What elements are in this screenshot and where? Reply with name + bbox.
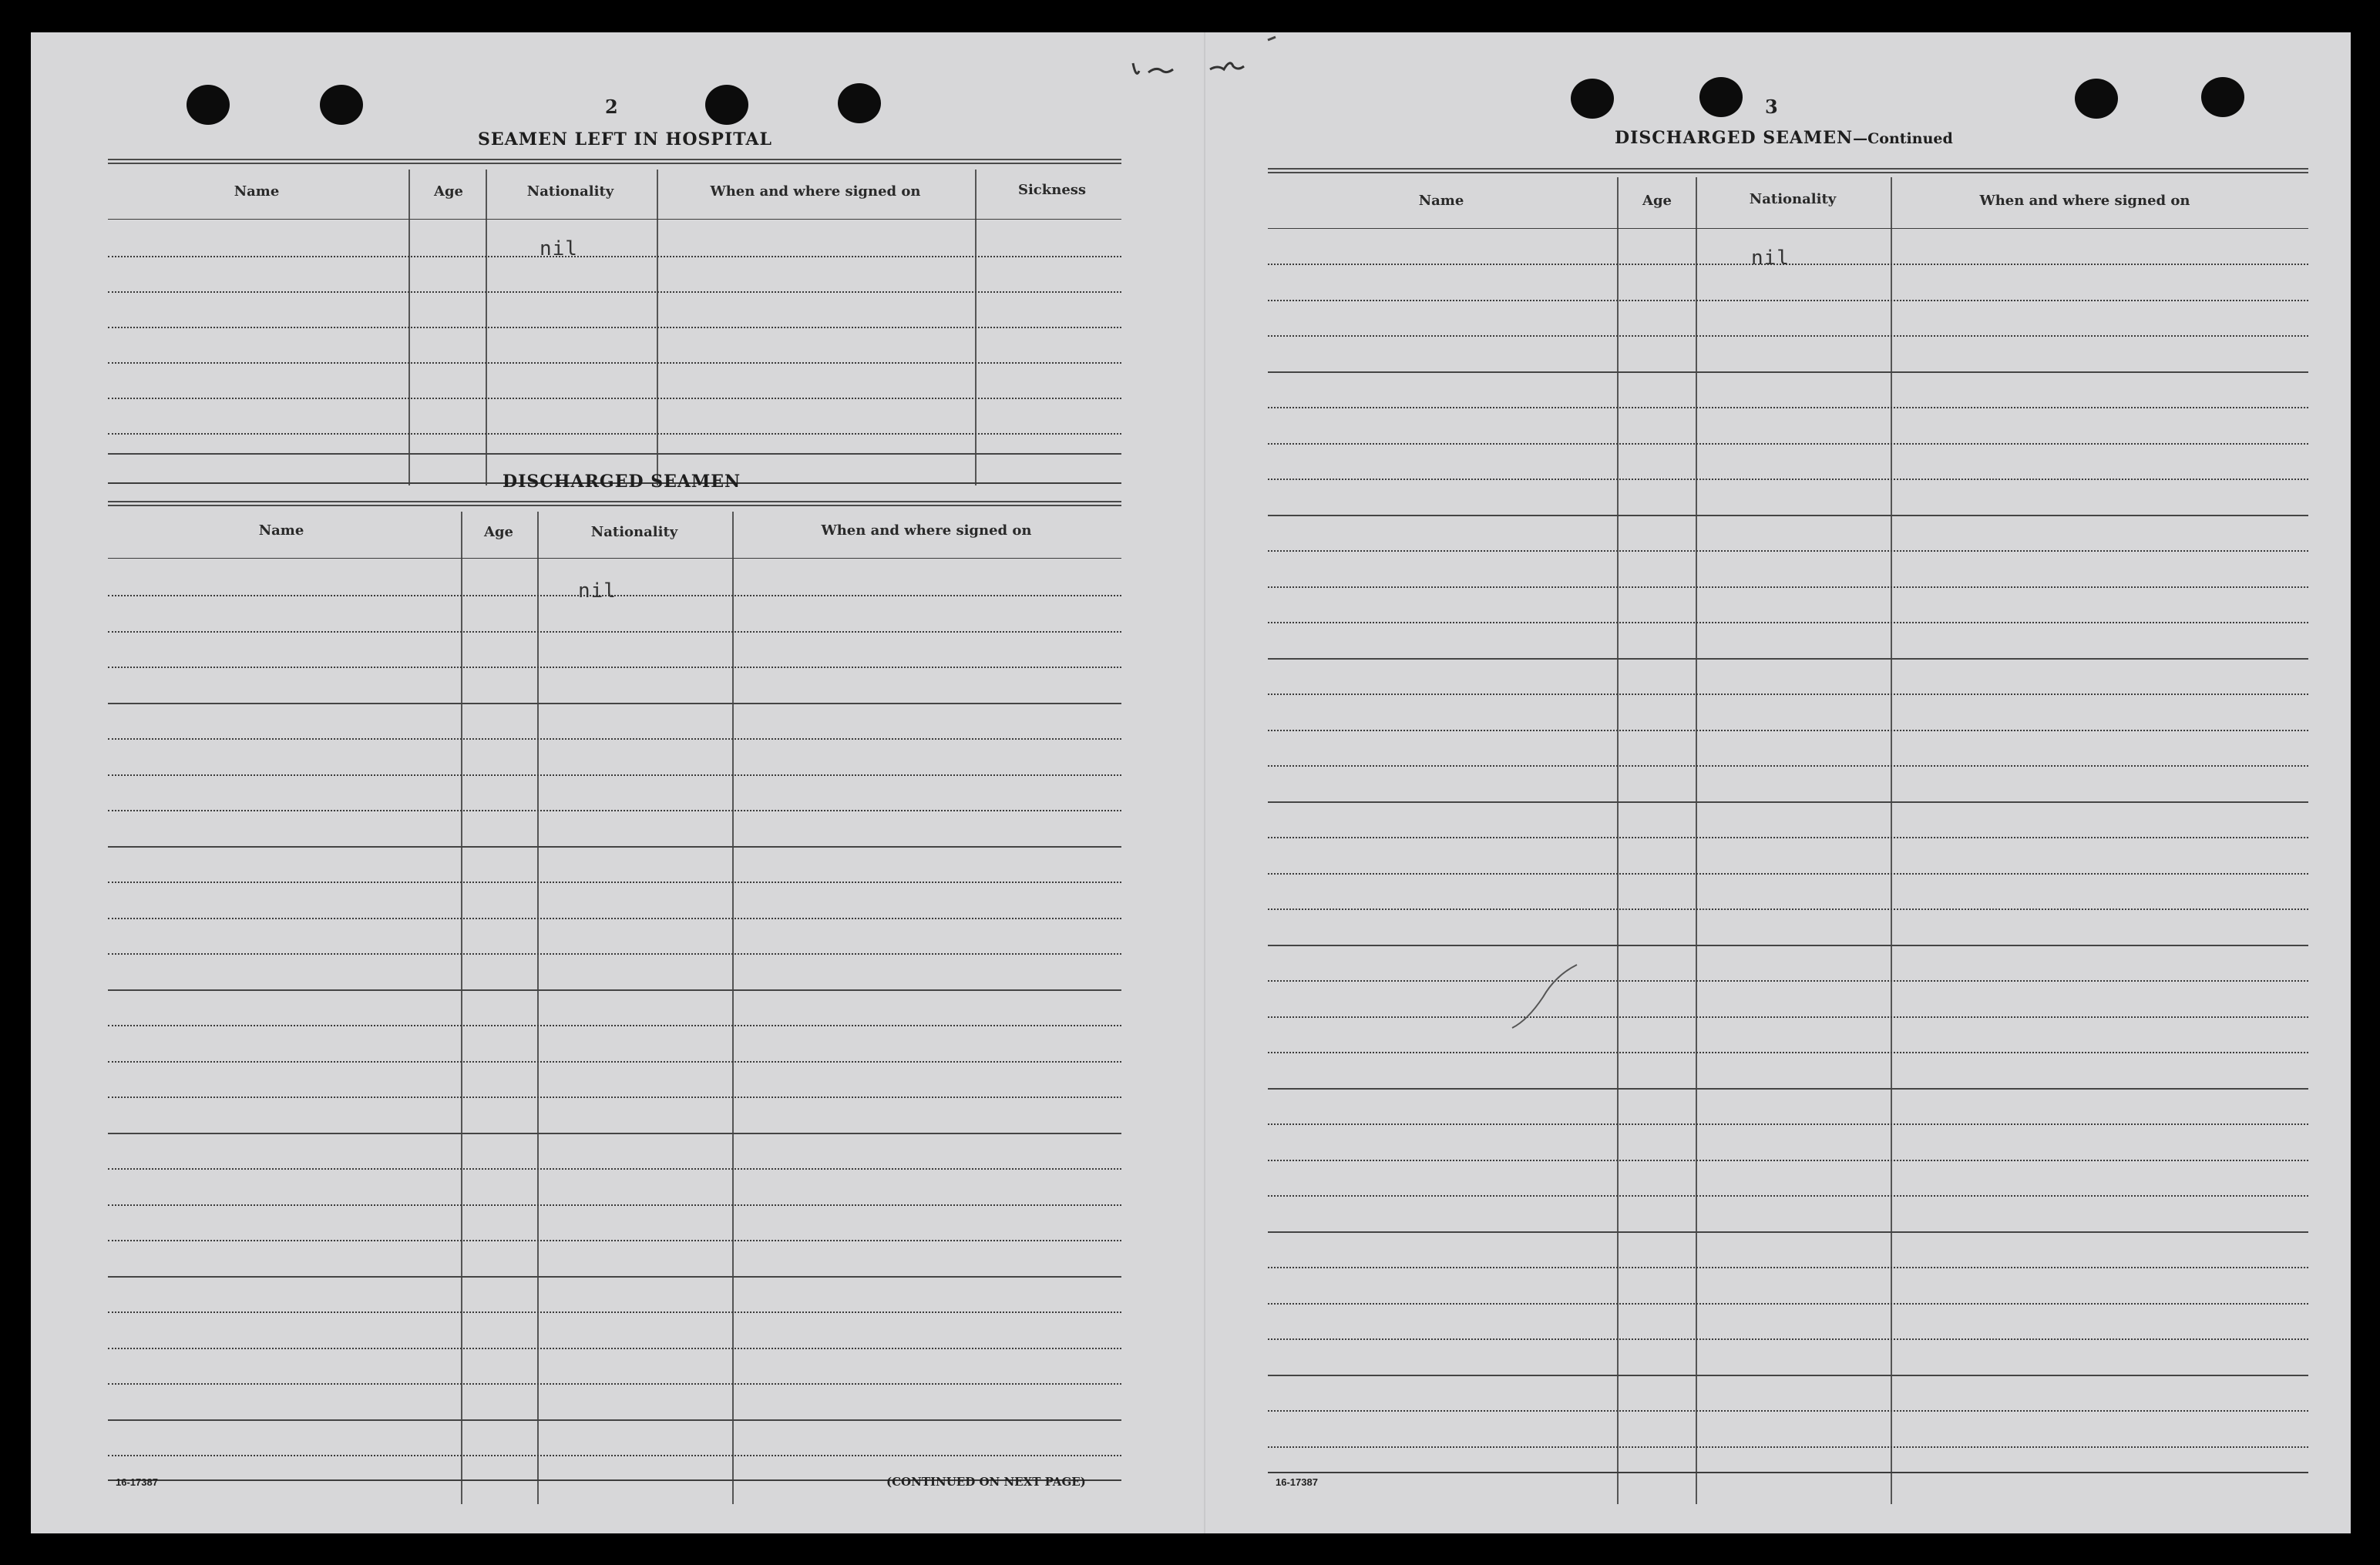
col-header-age: Age [1642,193,1672,209]
col-header-nationality: Nationality [526,183,614,200]
table-row [1268,1303,2308,1305]
section-title-hospital: SEAMEN LEFT IN HOSPITAL [478,129,772,149]
table-row [108,256,1121,257]
punch-hole [705,85,748,125]
table-row [108,989,1121,991]
table-row [108,291,1121,293]
table-row [108,398,1121,399]
table-row [108,1097,1121,1098]
pen-stroke [1511,957,1603,1034]
table-row [1268,1446,2308,1448]
title-suffix: —Continued [1853,130,1953,147]
section-title-discharged-continued [1615,128,1953,148]
table-row [108,703,1121,704]
table-row [1268,908,2308,910]
table-row [1268,945,2308,946]
page-number: 2 [605,96,618,118]
punch-hole [1571,79,1614,119]
table-row [108,362,1121,364]
table-row [108,1311,1121,1313]
form-number: 16-17387 [116,1476,158,1488]
table-row [1268,837,2308,838]
punch-hole [320,85,363,125]
typed-entry: nil [540,237,578,260]
table-row [108,1348,1121,1349]
table-row [1268,801,2308,803]
table-row [1268,443,2308,445]
table-bottom-rule [1268,1472,2308,1473]
table-row [1268,479,2308,480]
col-header-name: Name [234,183,280,200]
table-row [1268,407,2308,408]
table-column-divider [1891,177,1892,1504]
table-row [1268,1195,2308,1197]
col-header-signed-on: When and where signed on [821,522,1032,539]
table-row [1268,1410,2308,1412]
table-row [1268,550,2308,552]
table-column-divider [732,512,734,1504]
table-row [1268,1375,2308,1376]
col-header-nationality: Nationality [1749,191,1837,207]
page-fold [1204,32,1205,1533]
table-row [1268,980,2308,982]
table-row [1268,1052,2308,1053]
table-row [108,667,1121,668]
table-row [1268,300,2308,301]
punch-hole [838,83,881,123]
table-row [108,774,1121,776]
header-rule [1268,228,2308,229]
form-number: 16-17387 [1276,1476,1318,1488]
col-header-age: Age [433,183,464,200]
table-row [1268,694,2308,695]
table-row [108,1168,1121,1170]
table-column-divider [1617,177,1619,1504]
double-rule [108,501,1121,506]
table-row [1268,873,2308,875]
table-row [108,433,1121,435]
table-row [108,1276,1121,1278]
continued-note: (CONTINUED ON NEXT PAGE) [886,1475,1086,1489]
double-rule [1268,168,2308,173]
table-column-divider [461,512,462,1504]
table-row [1268,586,2308,588]
header-rule [108,558,1121,559]
table-row [108,1133,1121,1134]
punch-hole [1699,77,1743,117]
table-row [108,953,1121,955]
table-row [108,327,1121,328]
handwritten-scribble [1087,32,1333,86]
table-row [1268,1088,2308,1090]
header-rule [108,219,1121,220]
table-row [1268,1016,2308,1018]
punch-hole [2075,79,2118,119]
table-row [108,1455,1121,1456]
section-title-discharged: DISCHARGED SEAMEN [503,472,741,492]
table-row [1268,1231,2308,1233]
table-row [108,1419,1121,1421]
table-row [108,1025,1121,1026]
table-row [108,453,1121,455]
col-header-sickness: Sickness [1017,182,1087,198]
table-row [1268,730,2308,731]
double-rule [108,159,1121,164]
table-column-divider [537,512,539,1504]
table-row [1268,658,2308,660]
table-row [108,1061,1121,1063]
title-text: DISCHARGED SEAMEN [1615,128,1854,148]
table-row [108,810,1121,811]
table-row [108,738,1121,740]
typed-entry: nil [1751,247,1790,270]
table-row [108,1240,1121,1241]
punch-hole [187,85,230,125]
table-row [108,1204,1121,1206]
table-row [108,846,1121,848]
typed-entry: nil [578,579,617,603]
table-row [1268,1338,2308,1340]
table-row [1268,1160,2308,1161]
punch-hole [2201,77,2244,117]
table-row [1268,622,2308,623]
table-row [108,631,1121,633]
col-header-name: Name [1418,193,1464,209]
table-row [1268,335,2308,337]
document-sheet [31,32,2351,1533]
col-header-age: Age [483,524,514,540]
col-header-name: Name [258,522,304,539]
table-row [108,882,1121,883]
col-header-signed-on: When and where signed on [710,183,921,200]
page-number: 3 [1765,96,1778,118]
table-column-divider [1696,177,1697,1504]
table-row [1268,765,2308,767]
table-row [108,918,1121,919]
col-header-nationality: Nationality [590,524,678,540]
table-row [1268,515,2308,516]
table-row [1268,1123,2308,1125]
table-row [108,1383,1121,1385]
table-row [1268,371,2308,373]
table-row [1268,1267,2308,1268]
col-header-signed-on: When and where signed on [1979,193,2190,209]
